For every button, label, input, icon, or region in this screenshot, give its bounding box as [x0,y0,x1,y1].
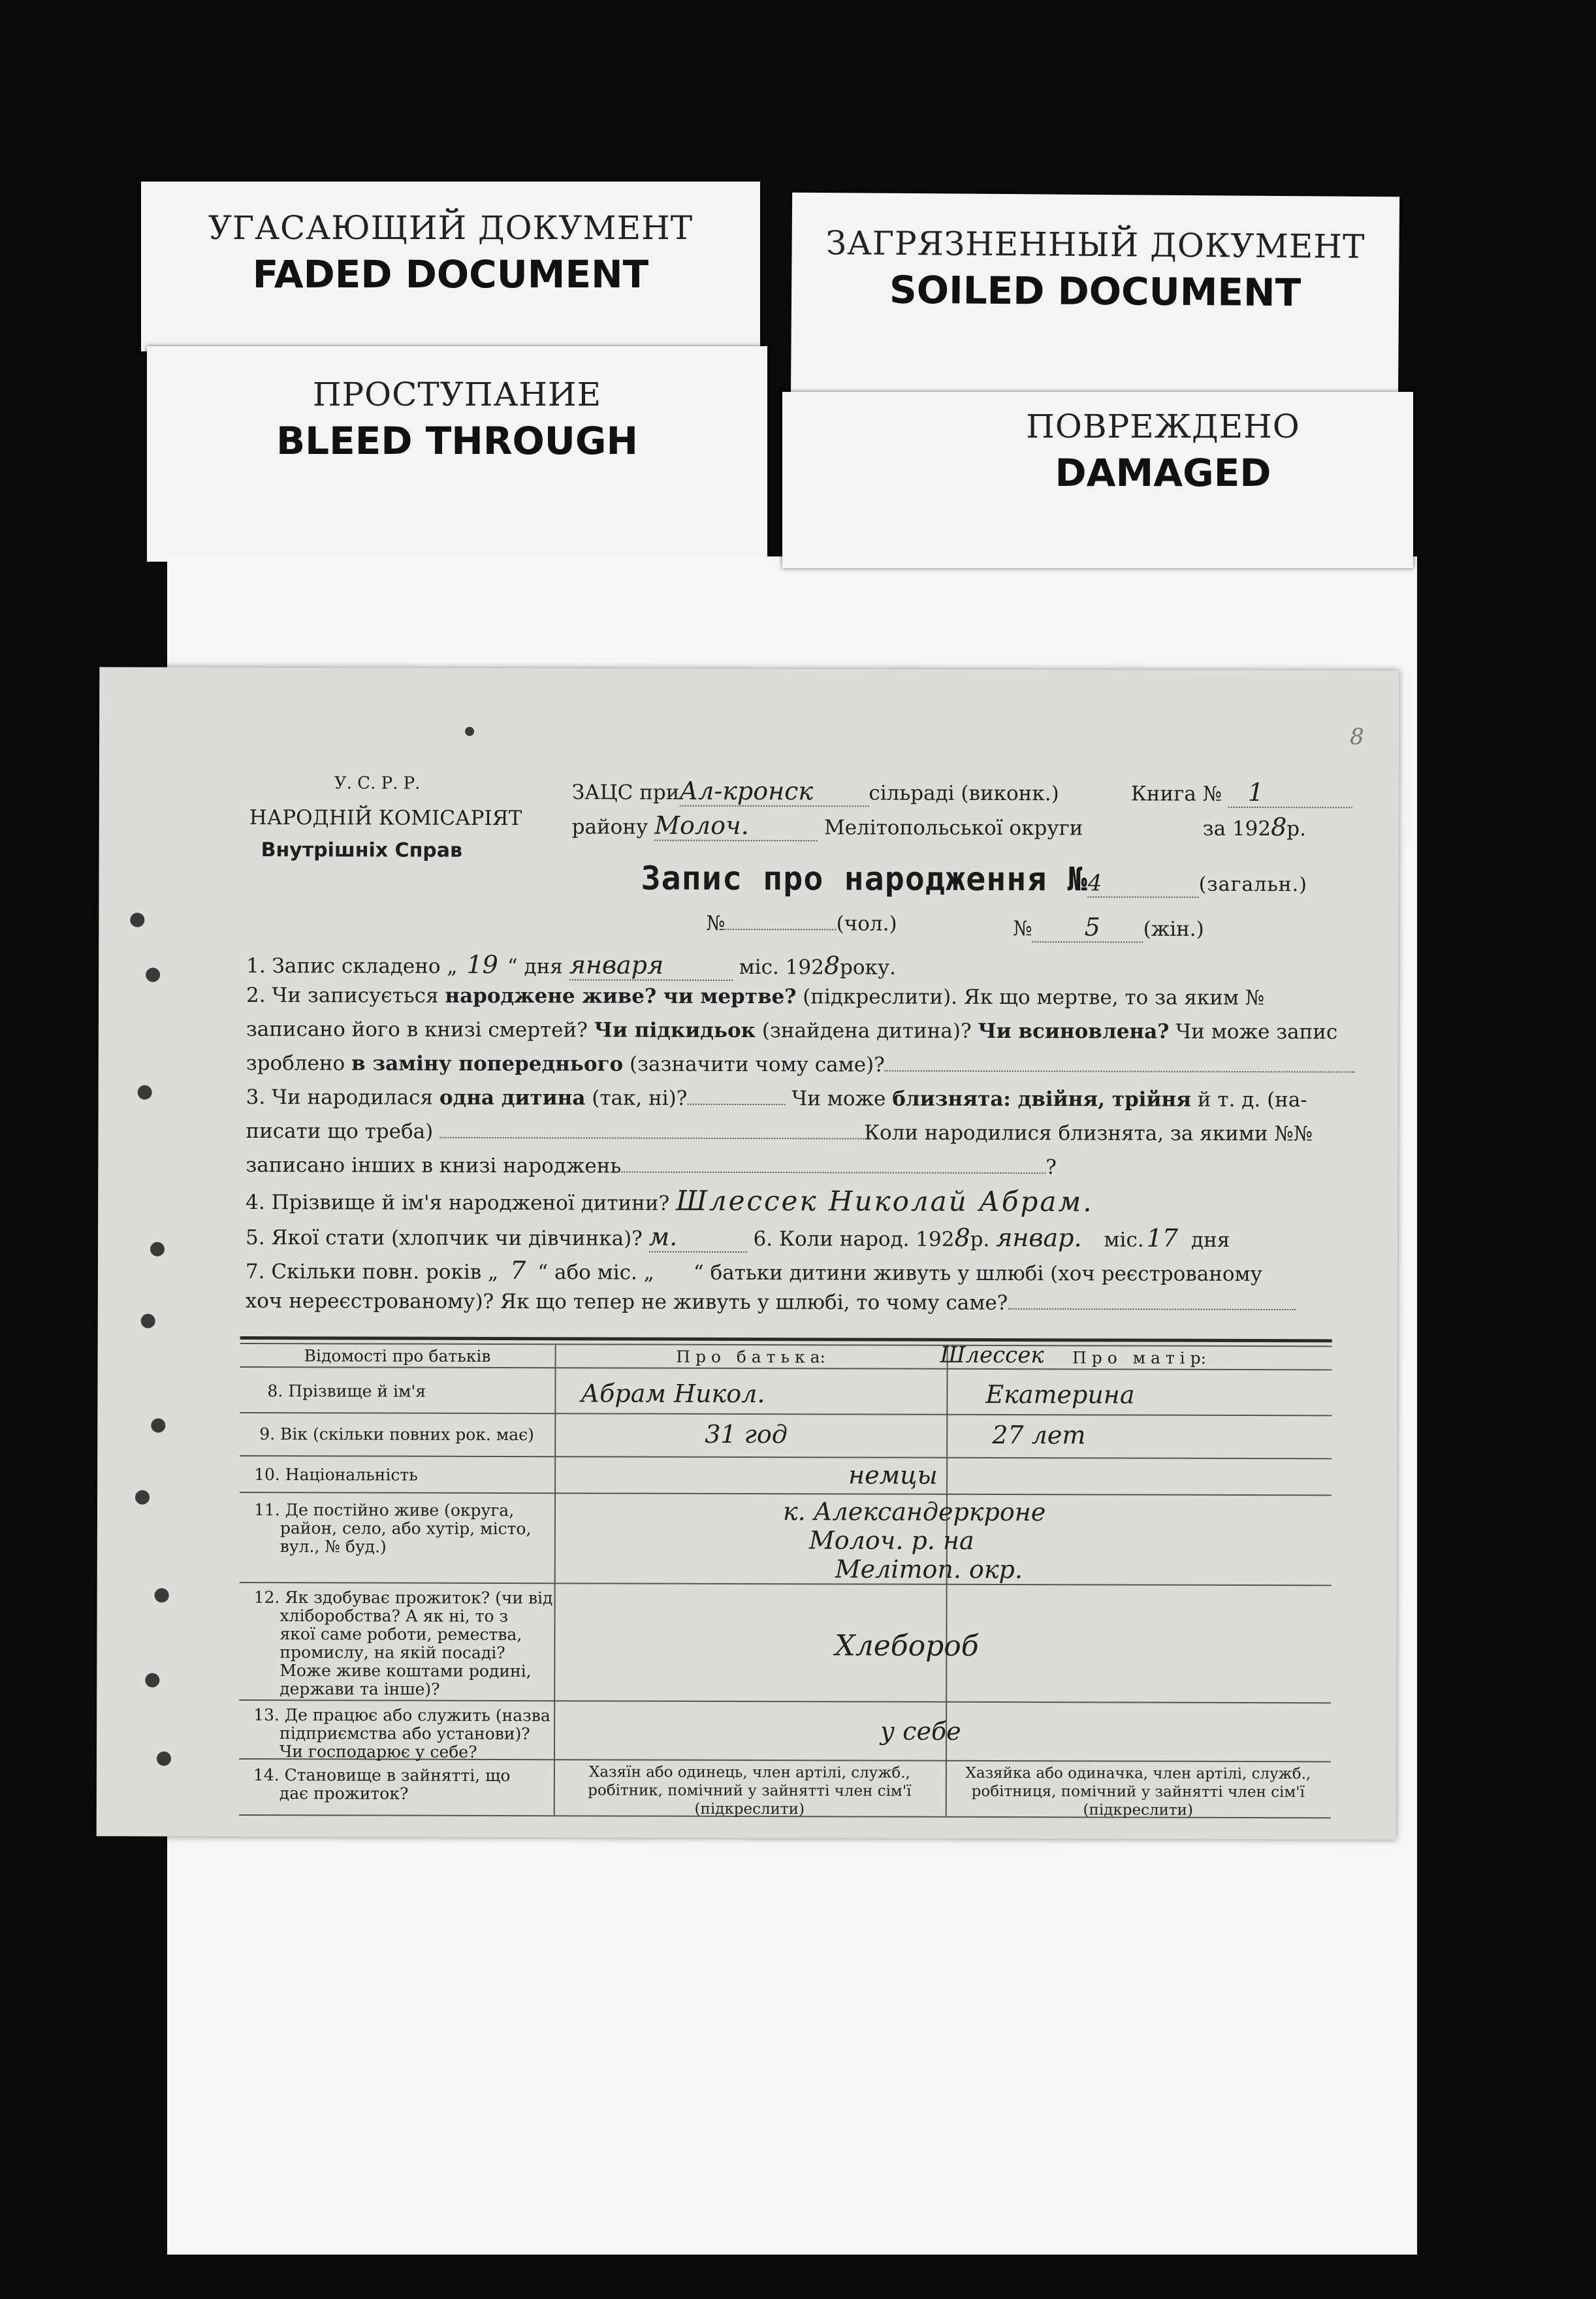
damage-hole [141,1314,155,1328]
row-label-status: 14. Становище в зайнятті, що дає прожиток? [253,1765,511,1803]
residence-line3: Мелітоп. окр. [835,1554,1023,1584]
row-label-residence: 11. Де постійно живе (округа, район, село, або хутір, місто, вул., № буд.) [253,1500,532,1556]
ink-spot [465,727,474,736]
damage-hole [146,968,160,982]
damage-hole [138,1085,152,1100]
q3-line2: писати що треба) Коли народилися близнята, за якими №№ [246,1119,1313,1146]
damage-hole [135,1490,150,1505]
mother-status-options: Хазяйка або одиначка, член артілі, служб., робітниця, помічний у зайнятті член сім'ї (підкреслити) [965,1764,1311,1819]
faded-en-label: FADED DOCUMENT [252,252,649,297]
year-line: за 1928р. [1202,812,1307,842]
child-sex: м. [649,1223,747,1253]
faded-document-target [141,182,760,351]
faded-ru-label: УГАСАЮЩИЙ ДОКУМЕНТ [208,209,694,247]
q2-line2: записано його в книзі смертей? Чи підкидьок (знайдена дитина)? Чи всиновлена? Чи може запис [246,1017,1338,1044]
col-header-father: П р о б а т ь к а: [676,1347,825,1367]
father-name: Абрам Никол. [581,1379,765,1409]
bleed-en-label: BLEED THROUGH [276,419,639,463]
residence-line2: Молоч. р. на [808,1526,974,1555]
q2-line1: 2. Чи записується народжене живе? чи мертве? (підкреслити). Як що мертве, то за яким № [246,983,1265,1010]
birth-day: 17 [1146,1223,1179,1253]
q3-line1: 3. Чи народилася одна дитина (так, ні)? Чи може близнята: двійня, трійня й т. д. (на- [246,1085,1307,1112]
col-header-mother: П р о м а т і р: [1072,1348,1207,1368]
father-status-options: Хазяїн або одинець, член артілі, служб., робітник, помічний у зайнятті член сім'ї (підкреслити) [588,1763,912,1818]
q1-day: 19 [466,950,498,979]
mother-age: 27 лет [992,1420,1086,1450]
q1-year: 8 [823,951,840,980]
book-value: 1 [1228,778,1352,808]
year-value: 8 [1271,812,1287,842]
damage-hole [151,1419,165,1433]
record-number: 4 [1088,870,1199,897]
raion-value: Молоч. [654,811,818,842]
q5-q6-line: 5. Якої стати (хлопчик чи дівчинка)? м. 6. Коли народ. 1928р. январ. міс. 17 дня [246,1222,1230,1253]
record-title: Запис про народження №4 (загальн.) [641,859,1307,899]
header-ussr: У. С. Р. Р. [334,773,421,794]
soiled-ru-label: ЗАГРЯЗНЕННЫЙ ДОКУМЕНТ [825,224,1365,266]
q7-line1: 7. Скільки повн. років „ 7 “ або міс. „ “ батьки дитини живуть у шлюбі (хоч реєстрованому [245,1256,1262,1287]
header-commissariat: НАРОДНІЙ КОМІСАРІЯТ [249,805,522,831]
q1-line: 1. Запис складено „ 19 “ дня января міс. 1928року. [246,950,897,980]
damaged-en-label: DAMAGED [1055,451,1271,495]
bleed-ru-label: ПРОСТУПАНИЕ [312,376,602,413]
residence-line1: к. Александеркроне [782,1497,1046,1527]
birth-record-document [97,667,1399,1839]
corner-mark: 8 [1350,724,1364,750]
book-line: Книга № 1 [1131,778,1352,809]
damage-hole [130,913,144,927]
damage-hole [155,1588,169,1603]
father-age: 31 год [705,1419,788,1449]
mother-name: Екатерина [985,1379,1135,1409]
workplace: у себе [880,1716,961,1746]
damage-hole [157,1752,171,1766]
birth-month: январ. [996,1223,1082,1253]
zags-line: ЗАЦС приАл-кронск сільраді (виконк.) [572,776,1059,807]
sub-number-male: № (чол.) [706,911,897,936]
row-label-age: 9. Вік (скільки повних рок. має) [259,1424,534,1445]
parents-surname: Шлессек [940,1342,1044,1369]
damage-hole [145,1673,159,1688]
sub-number-female: № 5 (жін.) [1013,912,1204,943]
q7-line2: хоч нереєстрованому)? Як що тепер не живуть у шлюбі, то чому саме? [246,1289,1296,1315]
damaged-target [782,392,1413,568]
q1-month: января [569,950,733,981]
bleed-through-target [147,346,767,562]
marriage-years: 7 [510,1256,526,1285]
soiled-document-target [791,193,1399,412]
damage-hole [150,1242,165,1257]
q3-line3: записано інших в книзі народжень ? [246,1153,1057,1180]
row-label-name: 8. Прізвище й ім'я [267,1381,426,1401]
raion-line: району Молоч. Мелітопольської округи [571,811,1083,841]
q2-line3: зроблено в заміну попереднього (зазначити чому саме)? [246,1052,1355,1078]
q4-line: 4. Прізвище й ім'я народженої дитини? Шлессек Николай Абрам. [246,1184,1094,1218]
damaged-ru-label: ПОВРЕЖДЕНО [1026,408,1300,445]
occupation: Хлебороб [835,1629,979,1663]
header-internal-affairs: Внутрішніх Справ [261,839,463,862]
col-header-parents: Відомості про батьків [304,1346,491,1366]
soiled-en-label: SOILED DOCUMENT [889,267,1301,315]
row-label-nationality: 10. Національність [254,1465,418,1485]
row-label-workplace: 13. Де працює або служить (назва підприємства або установи)? Чи господарює у себе? [253,1705,551,1761]
nationality: немцы [848,1460,938,1490]
zags-value: Ал-кронск [679,777,869,807]
child-name: Шлессек Николай Абрам. [675,1184,1094,1218]
row-label-livelihood: 12. Як здобуває прожиток? (чи від хліборобства? А як ні, то з якої саме роботи, ремества, промислу, на якій посаді? Може живе коштами родині, держави та інше)? [253,1588,553,1699]
